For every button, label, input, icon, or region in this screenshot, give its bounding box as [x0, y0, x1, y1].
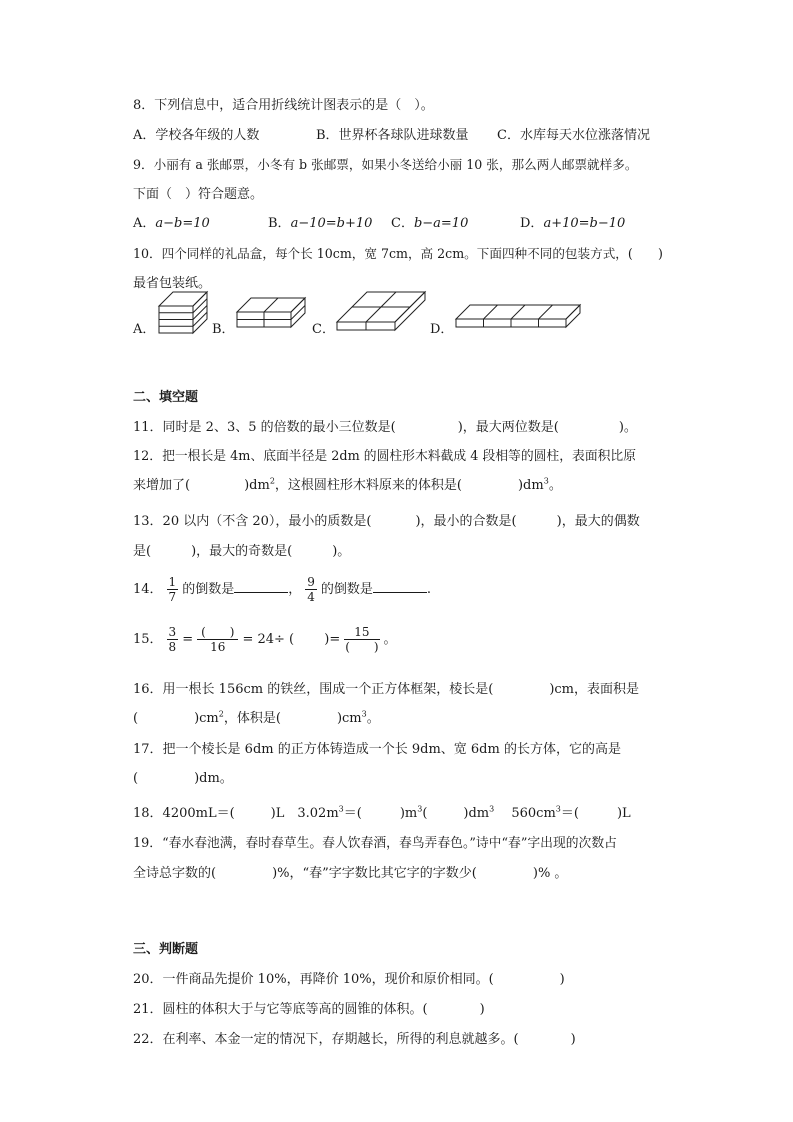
- fraction-nine-fourths: [305, 575, 317, 604]
- q21-text: 21．圆柱的体积大于与它等底等高的圆锥的体积。(: [133, 1002, 428, 1017]
- question-13-line1: [133, 513, 640, 531]
- question-17-line1: 17．把一个棱长是 6dm 的正方体铸造成一个长 9dm、宽 6dm 的长方体，它的高是: [133, 742, 621, 757]
- q9-option-d: [520, 215, 625, 233]
- q11-text-3: )。: [618, 420, 637, 435]
- superscript: 2: [269, 476, 275, 486]
- denominator-blank[interactable]: ( ): [345, 640, 379, 654]
- q9-option-b: [268, 215, 372, 233]
- question-18: [133, 805, 631, 823]
- box-diagram-a: [157, 290, 209, 336]
- question-8-stem: 8．下列信息中，适合用折线统计图表示的是（ ）。: [133, 98, 434, 113]
- q18-text-1: 18．4200mL＝(: [133, 806, 235, 821]
- superscript: 3: [361, 709, 367, 719]
- numerator: 9: [307, 575, 315, 589]
- question-15: [133, 622, 397, 658]
- question-9-stem-line1: 9．小丽有 a 张邮票，小冬有 b 张邮票，如果小冬送给小丽 10 张，那么两人邮票就样多。: [133, 157, 638, 172]
- q8-option-a: A．学校各年级的人数: [133, 128, 260, 143]
- question-22: [133, 1031, 576, 1049]
- q16-text-1: 16．用一根长 156cm 的铁丝，围成一个正方体框架，棱长是(: [133, 682, 494, 697]
- fraction-blank-over-16: [197, 625, 238, 654]
- box-diagram-c: [335, 289, 427, 333]
- answer-blank[interactable]: [373, 580, 427, 593]
- q14-text-1: 的倒数是: [182, 582, 235, 597]
- fraction-three-eighths: [167, 625, 179, 654]
- question-17-line2: [133, 770, 233, 788]
- q14-comma: ，: [288, 582, 302, 597]
- question-10-stem-line1: 10．四个同样的礼品盒，每个长 10cm，宽 7cm，高 2cm。下面四种不同的包装方式，( ): [133, 246, 663, 261]
- q12-text-2: )dm: [244, 478, 270, 493]
- q16-text-5: ，体积是(: [223, 711, 281, 726]
- q16-text-2: )cm，表面积是: [549, 682, 639, 697]
- denominator: 16: [210, 640, 226, 654]
- option-label: D．: [520, 216, 544, 231]
- numerator: 1: [168, 575, 177, 589]
- q18-text-9: )L: [616, 806, 631, 821]
- q10-option-b-label: B．: [212, 322, 235, 337]
- option-label: A．: [133, 216, 156, 231]
- question-19-line1: 19．“春水春池满，春时春草生。春人饮春酒，春鸟弄春色。”诗中“春”字出现的次数占: [133, 836, 617, 851]
- question-20: [133, 971, 565, 989]
- q18-text-4: )m: [399, 806, 418, 821]
- question-14: [133, 573, 431, 607]
- denominator: 4: [307, 590, 315, 604]
- q13-text-1: 13．20 以内（不含 20），最小的质数是(: [133, 514, 372, 529]
- superscript: 3: [417, 804, 423, 814]
- fraction-one-seventh: [167, 575, 179, 604]
- box-diagram-d: [454, 303, 582, 329]
- numerator: 3: [168, 625, 177, 639]
- denominator: 8: [168, 640, 177, 654]
- option-label: B．: [268, 216, 291, 231]
- q16-text-3: (: [133, 711, 139, 726]
- denominator: 7: [168, 590, 177, 604]
- q17-text-2: )dm。: [194, 771, 233, 786]
- question-9-stem-line2: 下面（ ）符合题意。: [133, 187, 264, 202]
- superscript: 3: [543, 476, 549, 486]
- q16-text-6: )cm: [336, 711, 362, 726]
- q12-text-1: 来增加了(: [133, 478, 191, 493]
- option-expr: a+10=b−10: [543, 216, 626, 231]
- question-11: [133, 419, 637, 437]
- q8-option-c: C．水库每天水位涨落情况: [497, 128, 650, 143]
- q18-text-8: ＝(: [560, 806, 579, 821]
- q15-middle: = 24÷ ( )=: [242, 632, 341, 647]
- numerator-blank[interactable]: ( ): [197, 625, 238, 640]
- q12-text-5: 。: [548, 478, 562, 493]
- box-diagram-b: [235, 296, 307, 330]
- fraction-15-over-blank: [344, 625, 379, 654]
- q13-text-2: )，最小的合数是(: [415, 514, 517, 529]
- question-12-line1: 12．把一根长是 4m、底面半径是 2dm 的圆柱形木料截成 4 段相等的圆柱，表面积比原: [133, 449, 637, 464]
- question-21: [133, 1001, 485, 1019]
- q16-text-4: )cm: [194, 711, 219, 726]
- q19-text-1: 全诗总字数的(: [133, 866, 217, 881]
- q19-text-2: )%，“春”字字数比其它字的字数少(: [272, 866, 477, 881]
- answer-blank[interactable]: [234, 580, 288, 593]
- q18-text-7: 560cm: [494, 806, 556, 821]
- q16-text-7: 。: [366, 711, 380, 726]
- q14-number: 14．: [133, 582, 163, 597]
- q18-text-2: )L 3.02m: [270, 806, 339, 821]
- q11-text-1: 11．同时是 2、3、5 的倍数的最小三位数是(: [133, 420, 396, 435]
- q15-number: 15．: [133, 632, 163, 647]
- q22-text: 22．在利率、本金一定的情况下，存期越长，所得的利息就越多。(: [133, 1032, 519, 1047]
- question-10-stem-line2: 最省包装纸。: [133, 276, 212, 291]
- q9-option-c: [391, 215, 468, 233]
- q8-option-b: B．世界杯各球队进球数量: [316, 128, 469, 143]
- q10-option-a-label: A．: [133, 322, 156, 337]
- q10-option-c-label: C．: [312, 322, 335, 337]
- q19-text-3: )% 。: [532, 866, 568, 881]
- q12-text-4: )dm: [517, 478, 544, 493]
- option-expr: a−10=b+10: [290, 216, 373, 231]
- q18-text-3: ＝(: [343, 806, 362, 821]
- superscript: 3: [489, 804, 495, 814]
- numerator: 15: [344, 625, 379, 640]
- q9-option-a: [133, 215, 210, 233]
- q22-end: ): [570, 1032, 576, 1047]
- q12-text-3: ，这根圆柱形木料原来的体积是(: [274, 478, 462, 493]
- option-label: C．: [391, 216, 414, 231]
- q13-text-5: )，最大的奇数是(: [191, 544, 293, 559]
- q13-text-6: )。: [332, 544, 351, 559]
- equals-sign: =: [182, 632, 194, 647]
- question-12-line2: [133, 477, 562, 495]
- q20-end: ): [559, 972, 565, 987]
- question-16-line1: [133, 681, 639, 699]
- q20-text: 20．一件商品先提价 10%，再降价 10%，现价和原价相同。(: [133, 972, 494, 987]
- q21-end: ): [479, 1002, 485, 1017]
- superscript: 3: [338, 804, 344, 814]
- q17-text-1: (: [133, 771, 139, 786]
- option-expr: b−a=10: [413, 216, 469, 231]
- q14-text-2: 的倒数是: [320, 582, 373, 597]
- question-13-line2: [133, 543, 350, 561]
- option-expr: a−b=10: [155, 216, 210, 231]
- q11-text-2: )，最大两位数是(: [457, 420, 559, 435]
- superscript: 2: [218, 709, 224, 719]
- section-2-title: 二、填空题: [133, 390, 199, 405]
- q13-text-3: )，最大的偶数: [556, 514, 640, 529]
- q18-text-6: )dm: [463, 806, 490, 821]
- q18-text-5: (: [422, 806, 428, 821]
- question-19-line2: [133, 865, 567, 883]
- q10-option-d-label: D．: [430, 322, 454, 337]
- q15-end: 。: [383, 632, 397, 647]
- superscript: 3: [555, 804, 561, 814]
- q13-text-4: 是(: [133, 544, 152, 559]
- q14-end: .: [426, 582, 432, 597]
- question-16-line2: [133, 710, 380, 728]
- section-3-title: 三、判断题: [133, 942, 199, 957]
